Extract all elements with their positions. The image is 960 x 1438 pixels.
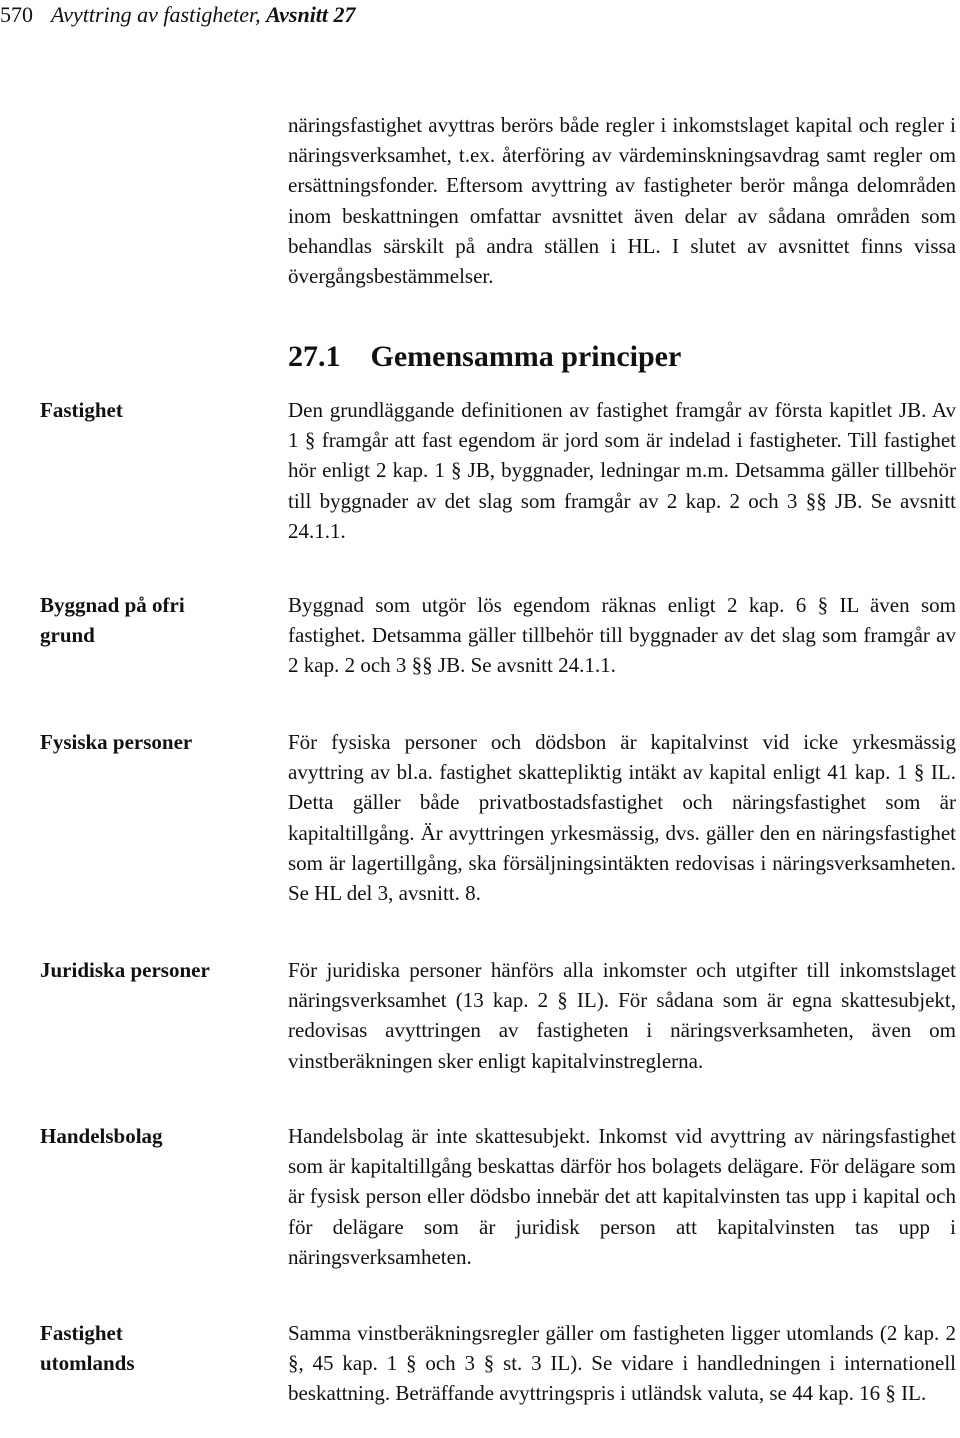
paragraph-juridiska: För juridiska personer hänförs alla inkomster och utgifter till inkomstslaget näringsverksamhet (13 kap. 2 § IL). För sådana som är egna skattesubjekt, redovisas avyttringen av fastigheten i näringsverksamheten, även om vinstberäkningen sker enligt kapitalvinstreglerna. bbox=[288, 958, 956, 1073]
page-header bbox=[0, 2, 356, 28]
section-title: Gemensamma principer bbox=[370, 340, 682, 373]
running-title-section: Avsnitt 27 bbox=[266, 2, 356, 27]
page-number: 570 bbox=[0, 2, 33, 27]
paragraph-utomlands: Samma vinstberäkningsregler gäller om fastigheten ligger utomlands (2 kap. 2 §, 45 kap. 1 § och 3 § st. 3 IL). Se vidare i handledningen i internationell beskattning. Beträffande avyttringspris i utländsk valuta, se 44 kap. 16 § IL. bbox=[288, 1321, 956, 1406]
running-title-prefix: Avyttring av fastigheter, bbox=[51, 2, 267, 27]
margin-label-utomlands-line2: utomlands bbox=[40, 1351, 135, 1375]
running-title bbox=[51, 2, 356, 27]
section-number: 27.1 bbox=[288, 340, 341, 373]
margin-label-juridiska: Juridiska personer bbox=[40, 958, 210, 982]
paragraph-fastighet: Den grundläggande definitionen av fastighet framgår av första kapitlet JB. Av 1 § framgår att fast egendom är jord som är indelad i fastigheter. Till fastighet hör enligt 2 kap. 1 § JB, byggnader, ledningar m.m. Detsamma gäller tillbehör till byggnader av det slag som framgår av 2 kap. 2 och 3 §§ JB. Se avsnitt 24.1.1. bbox=[288, 398, 956, 543]
paragraph-fysiska: För fysiska personer och dödsbon är kapitalvinst vid icke yrkesmässig avyttring av bl.a. fastighet skattepliktig intäkt av kapital enligt 41 kap. 1 § IL. Detta gäller både privatbostadsfastighet och näringsfastighet som är kapitaltillgång. Är avyttringen yrkesmässig, dvs. gäller den en näringsfastighet som är lagertillgång, ska försäljningsintäkten redovisas i näringsverksamheten. Se HL del 3, avsnitt. 8. bbox=[288, 730, 956, 906]
margin-label-utomlands bbox=[40, 1318, 265, 1378]
intro-paragraph: näringsfastighet avyttras berörs både regler i inkomstslaget kapital och regler i näringsverksamhet, t.ex. återföring av värdeminskningsavdrag samt regler om ersättningsfonder. Eftersom avyttring av fastigheter berör många delområden inom beskattningen omfattar avsnittet även delar av sådana områden som behandlas särskilt på andra ställen i HL. I slutet av avsnittet finns vissa övergångsbestämmelser. bbox=[288, 113, 956, 289]
margin-label-fysiska: Fysiska personer bbox=[40, 730, 193, 754]
margin-label-byggnad bbox=[40, 590, 265, 650]
paragraph-byggnad: Byggnad som utgör lös egendom räknas enligt 2 kap. 6 § IL även som fastighet. Detsamma gäller tillbehör till byggnader av det slag som framgår av 2 kap. 2 och 3 §§ JB. Se avsnitt 24.1.1. bbox=[288, 593, 956, 678]
section-heading bbox=[288, 340, 681, 374]
margin-label-byggnad-line2: grund bbox=[40, 623, 95, 647]
paragraph-handelsbolag: Handelsbolag är inte skattesubjekt. Inkomst vid avyttring av näringsfastighet som är kapitaltillgång beskattas därför hos bolagets delägare. För delägare som är fysisk person eller dödsbo innebär det att kapitalvinsten tas upp i kapital och för delägare som är juridisk person att kapitalvinsten tas upp i näringsverksamheten. bbox=[288, 1124, 956, 1269]
margin-label-fastighet: Fastighet bbox=[40, 398, 123, 422]
margin-label-utomlands-line1: Fastighet bbox=[40, 1321, 123, 1345]
margin-label-byggnad-line1: Byggnad på ofri bbox=[40, 593, 185, 617]
margin-label-handelsbolag: Handelsbolag bbox=[40, 1124, 163, 1148]
